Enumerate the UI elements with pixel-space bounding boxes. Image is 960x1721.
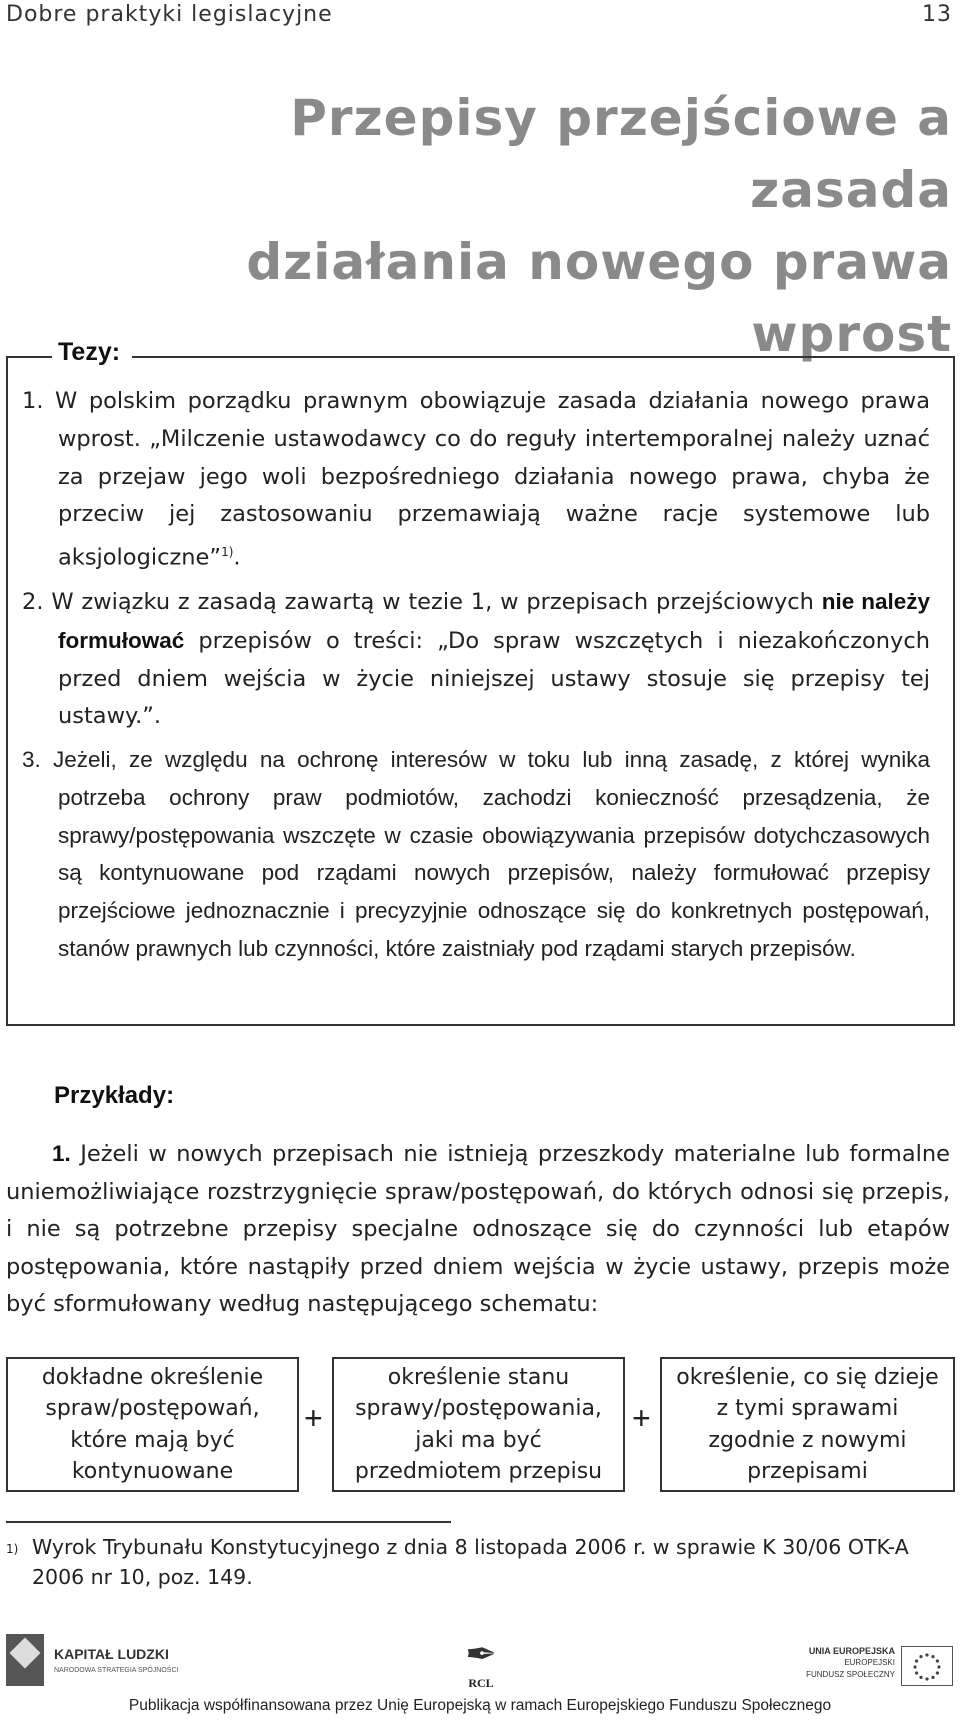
schema-box-cases-text: dokładne określenie spraw/postępowań, które mają być kontynuowane	[41, 1364, 264, 1484]
chapter-title	[72, 82, 952, 370]
footnote	[6, 1532, 950, 1592]
schema-box-outcome-text: określenie, co się dzieje z tymi sprawami zgodnie z nowymi przepisami	[676, 1364, 939, 1484]
thesis-2-text-a: W związku z zasadą zawartą w tezie 1, w przepisach przejściowych	[51, 589, 822, 615]
eu-line1: UNIA EUROPEJSKA	[808, 1646, 895, 1656]
footnote-reference: 1)	[221, 545, 234, 560]
footnote-marker: 1)	[6, 1542, 19, 1556]
cofinancing-note: Publikacja współfinansowana przez Unię Europejską w ramach Europejskiego Funduszu Społecznego	[128, 1697, 832, 1714]
example-1-number: 1.	[52, 1141, 71, 1166]
thesis-1-end: .	[233, 544, 241, 571]
thesis-1-text: W polskim porządku prawnym obowiązuje zasada działania nowego prawa wprost. „Milczenie ustawodawcy co do reguły intertemporalnej należy uznać za przejaw jego woli bezpośredniego działania nowego prawa, chyba że przeciw jej zastosowaniu przemawiają ważne racje systemowe lub aksjologiczne”	[55, 388, 930, 571]
thesis-2-emphasis: nie należy formułować	[58, 589, 931, 653]
example-1	[6, 1135, 950, 1324]
footnote-divider	[6, 1521, 451, 1523]
plus-sign-1: +	[304, 1400, 323, 1436]
chapter-title-line1: Przepisy przejściowe a zasada	[290, 89, 952, 219]
thesis-3-number: 3.	[22, 747, 41, 772]
eu-logo	[790, 1646, 955, 1690]
rcl-label: RCL	[468, 1676, 494, 1690]
theses-label: Tezy:	[52, 338, 132, 367]
schema-box-state-text: określenie stanu sprawy/postępowania, jaki ma być przedmiotem przepisu	[354, 1364, 603, 1484]
kapital-ludzki-logo	[6, 1632, 206, 1692]
plus-sign-2: +	[632, 1400, 651, 1436]
thesis-1	[22, 383, 930, 577]
schema-box-cases	[6, 1357, 299, 1492]
chapter-title-line2: działania nowego prawa wprost	[246, 233, 952, 363]
example-1-text: Jeżeli w nowych przepisach nie istnieją przeszkody materialne lub formalne uniemożliwiające rozstrzygnięcie spraw/postępowań, do których odnosi się przepis, i nie są potrzebne przepisy specjalne odnoszące się do czynności lub etapów postępowania, które nastąpiły przed dniem wejścia w życie ustawy, przepis może być sformułowany według następującego schematu:	[6, 1141, 950, 1317]
schema-box-outcome	[660, 1357, 955, 1492]
eu-line2: EUROPEJSKI	[844, 1658, 895, 1667]
thesis-2	[22, 583, 930, 736]
eu-line3: FUNDUSZ SPOŁECZNY	[806, 1670, 895, 1679]
footnote-text: Wyrok Trybunału Konstytucyjnego z dnia 8 listopada 2006 r. w sprawie K 30/06 OTK-A 2006 nr 10, poz. 149.	[32, 1535, 909, 1589]
thesis-2-text-b: przepisów o treści: „Do spraw wszczętych i niezakończonych przed dniem wejścia w życie niniejszej ustawy stosuje się przepisy tej ustawy.”.	[58, 627, 930, 730]
thesis-2-number: 2.	[22, 589, 44, 615]
schema-box-state	[332, 1357, 625, 1492]
thesis-3-text: Jeżeli, ze względu na ochronę interesów w toku lub inną zasadę, z której wynika potrzeba ochrony praw podmiotów, zachodzi konieczność przesądzenia, że sprawy/postępowania wszczęte w czasie obowiązywania przepisów dotychczasowych są kontynuowane pod rządami nowych przepisów, należy formułować przepisy przejściowe jednoznacznie i precyzyjnie odnoszące się do konkretnych postępowań, stanów prawnych lub czynności, które zaistniały pod rządami starych przepisów.	[53, 747, 930, 961]
thesis-1-number: 1.	[22, 388, 44, 414]
kapital-ludzki-subtitle: NARODOWA STRATEGIA SPÓJNOŚCI	[54, 1667, 179, 1674]
examples-label: Przykłady:	[54, 1082, 175, 1109]
kapital-ludzki-icon	[6, 1634, 44, 1686]
running-header	[6, 2, 952, 32]
rcl-logo	[455, 1632, 507, 1698]
quill-icon: ✒	[465, 1632, 497, 1676]
page-number: 13	[922, 2, 952, 27]
eu-flag-icon	[901, 1646, 953, 1686]
kapital-ludzki-name: KAPITAŁ LUDZKI	[54, 1646, 169, 1662]
thesis-3	[22, 741, 930, 968]
header-title: Dobre praktyki legislacyjne	[6, 2, 333, 27]
